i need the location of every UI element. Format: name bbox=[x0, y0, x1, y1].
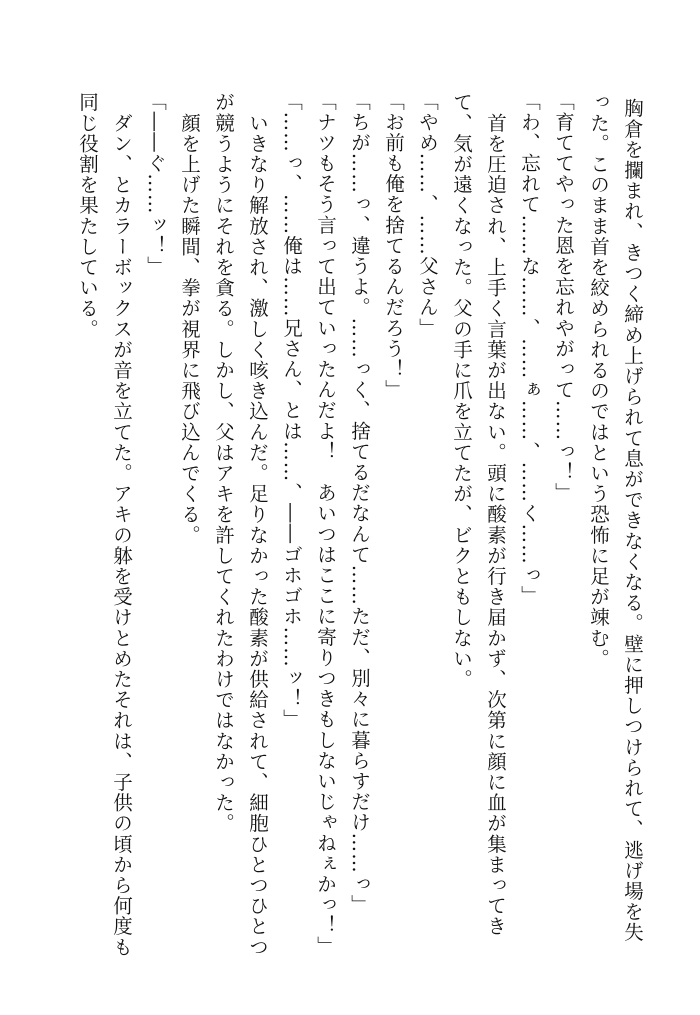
text-line: 「育ててやった恩を忘れやがって……っ！」 bbox=[552, 91, 575, 503]
text-line: 顔を上げた瞬間、拳が視界に飛び込んでくる。 bbox=[178, 92, 201, 546]
text-line: 同じ役割を果たしている。 bbox=[76, 92, 99, 340]
text-line: った。このまま首を絞められるのではという恐怖に足が竦む。 bbox=[587, 92, 610, 669]
text-line: 「――ぐ……ッ！」 bbox=[144, 91, 167, 277]
text-line: 「やめ……、……父さん」 bbox=[416, 91, 439, 339]
text-line: が競うようにそれを貪る。しかし、父はアキを許してくれたわけではなかった。 bbox=[212, 92, 235, 834]
text-line: 首を圧迫され、上手く言葉が出ない。頭に酸素が行き届かず、次第に顔に血が集まってき bbox=[484, 92, 507, 937]
text-line: 胸倉を攔まれ、きつく締め上げられて息ができなくなる。壁に押しつけられて、逃げ場を失 bbox=[621, 98, 644, 943]
text-line: 「ちが……っ、違うよ。……っく、捨てるだなんて……ただ、別々に暮らすだけ……っ」 bbox=[348, 91, 371, 915]
text-line: いきなり解放され、激しく咳き込んだ。足りなかった酸素が供給されて、細胞ひとつひとつ bbox=[246, 92, 269, 958]
text-line: 「わ、忘れて……な……、……ぁ……、……く……っ」 bbox=[518, 91, 541, 606]
text-line: て、気が遠くなった。父の手に爪を立てたが、ビクともしない。 bbox=[450, 92, 473, 690]
text-line: 「ナツもそう言って出ていったんだよ！ あいつはここに寄りつきもしないじゃねぇかっ！」 bbox=[314, 91, 337, 957]
text-line: ダン、とカラーボックスが音を立てた。アキの躰を受けとめたそれは、子供の頃から何度も bbox=[110, 92, 133, 958]
text-line: 「お前も俺を捨てるんだろう！」 bbox=[382, 91, 405, 400]
text-line: 「……っ、……俺は……兄さん、とは……、――ゴホゴホ……ッ！」 bbox=[280, 91, 303, 730]
